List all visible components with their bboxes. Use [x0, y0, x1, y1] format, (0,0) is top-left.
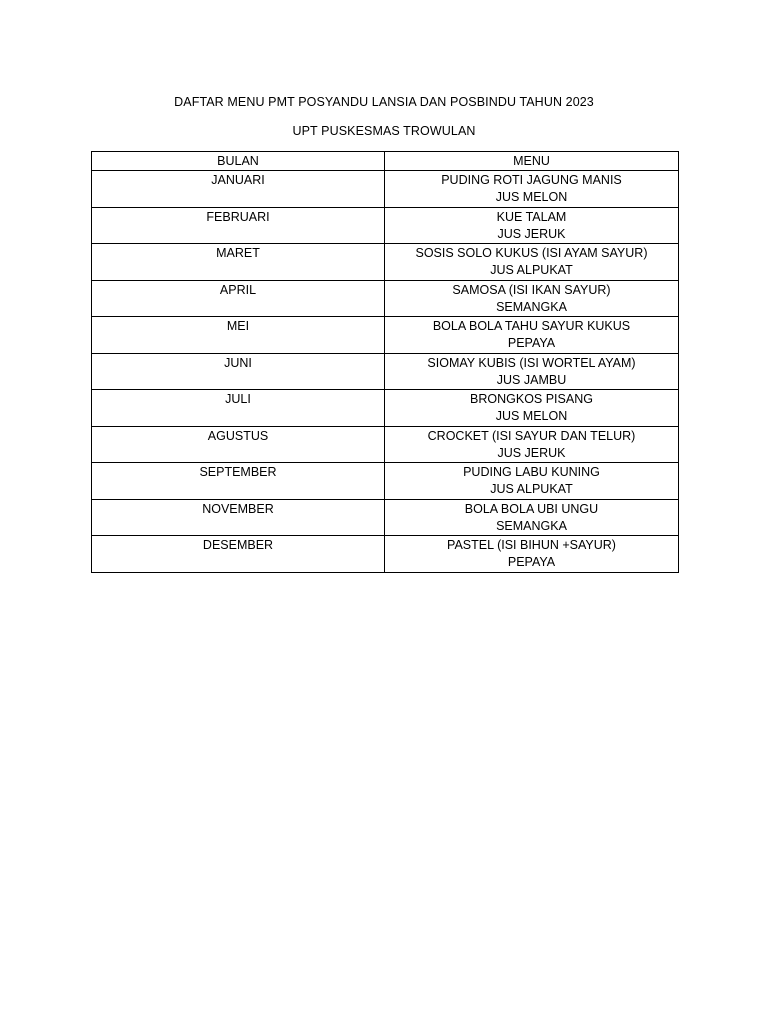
menu-cell: [385, 390, 679, 427]
menu-drink: PEPAYA: [507, 336, 556, 350]
table-row: [92, 499, 679, 536]
bulan-cell: FEBRUARI: [92, 207, 385, 244]
bulan-cell: AGUSTUS: [92, 426, 385, 463]
bulan-cell: DESEMBER: [92, 536, 385, 573]
header-bulan: BULAN: [92, 152, 385, 171]
bulan-cell: MEI: [92, 317, 385, 354]
menu-food: BOLA BOLA TAHU SAYUR KUKUS: [432, 319, 631, 333]
menu-drink: SEMANGKA: [496, 518, 567, 533]
menu-food: CROCKET (ISI SAYUR DAN TELUR): [427, 428, 636, 443]
menu-cell: [385, 536, 679, 573]
table-row: [92, 390, 679, 427]
menu-food: PASTEL (ISI BIHUN +SAYUR): [447, 538, 616, 552]
table-row: [92, 317, 679, 354]
table-row: [92, 426, 679, 463]
menu-drink: JUS ALPUKAT: [490, 482, 573, 496]
bulan-cell: APRIL: [92, 280, 385, 317]
bulan-cell: JUNI: [92, 353, 385, 390]
menu-food: SOSIS SOLO KUKUS (ISI AYAM SAYUR): [415, 246, 648, 260]
table-body: [92, 171, 679, 573]
menu-cell: [385, 207, 679, 244]
table-row: [92, 353, 679, 390]
menu-drink: JUS JERUK: [497, 445, 566, 460]
header-menu: MENU: [385, 152, 679, 171]
document-title: DAFTAR MENU PMT POSYANDU LANSIA DAN POSBINDU TAHUN 2023: [174, 95, 594, 109]
table-row: [92, 536, 679, 573]
menu-drink: SEMANGKA: [496, 299, 567, 314]
menu-cell: [385, 317, 679, 354]
menu-drink: PEPAYA: [507, 555, 556, 569]
menu-food: BOLA BOLA UBI UNGU: [464, 501, 599, 516]
menu-cell: [385, 463, 679, 500]
menu-food: PUDING LABU KUNING: [463, 465, 600, 479]
table-row: [92, 171, 679, 208]
menu-drink: JUS ALPUKAT: [490, 263, 573, 277]
bulan-cell: NOVEMBER: [92, 499, 385, 536]
menu-food: SIOMAY KUBIS (ISI WORTEL AYAM): [427, 355, 636, 370]
header-row: [92, 152, 679, 171]
menu-drink: JUS MELON: [495, 190, 568, 204]
menu-cell: [385, 280, 679, 317]
table-row: [92, 280, 679, 317]
menu-table: [91, 151, 679, 573]
bulan-cell: SEPTEMBER: [92, 463, 385, 500]
menu-food: SAMOSA (ISI IKAN SAYUR): [452, 282, 611, 297]
menu-cell: [385, 499, 679, 536]
bulan-cell: JANUARI: [92, 171, 385, 208]
menu-food: BRONGKOS PISANG: [470, 392, 593, 406]
table-row: [92, 463, 679, 500]
menu-cell: [385, 353, 679, 390]
menu-food: PUDING ROTI JAGUNG MANIS: [441, 173, 622, 187]
menu-drink: JUS JAMBU: [496, 372, 567, 387]
bulan-cell: MARET: [92, 244, 385, 281]
bulan-cell: JULI: [92, 390, 385, 427]
menu-food: KUE TALAM: [496, 209, 567, 224]
document-subtitle: UPT PUSKESMAS TROWULAN: [292, 124, 476, 138]
table-row: [92, 207, 679, 244]
menu-drink: JUS MELON: [495, 409, 568, 423]
menu-cell: [385, 426, 679, 463]
menu-cell: [385, 171, 679, 208]
menu-drink: JUS JERUK: [497, 226, 566, 241]
table-header: [92, 152, 679, 171]
table-row: [92, 244, 679, 281]
menu-cell: [385, 244, 679, 281]
